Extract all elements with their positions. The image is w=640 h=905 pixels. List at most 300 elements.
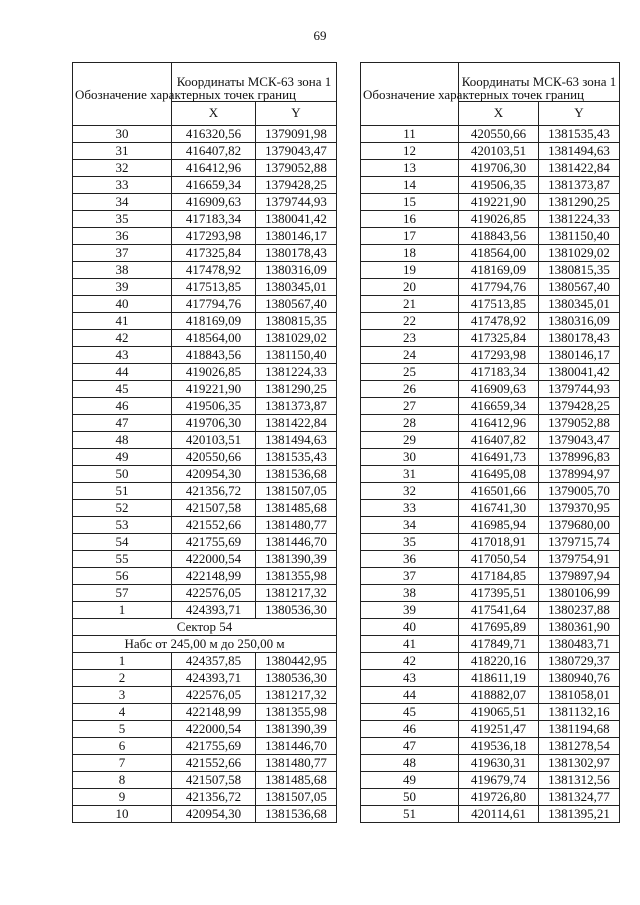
y-coordinate-cell: 1381485,68 — [256, 500, 337, 517]
table-row — [73, 245, 337, 262]
point-label-cell: 48 — [73, 432, 172, 449]
y-coordinate-cell: 1380178,43 — [539, 330, 620, 347]
point-label-cell: 44 — [361, 687, 459, 704]
x-coordinate-cell: 417541,64 — [459, 602, 539, 619]
x-coordinate-cell: 421755,69 — [172, 534, 256, 551]
header-label-column: Обозначение характерных точек границ — [361, 63, 459, 126]
point-label-cell: 41 — [361, 636, 459, 653]
y-coordinate-cell: 1381302,97 — [539, 755, 620, 772]
table-row — [73, 551, 337, 568]
x-coordinate-cell: 416407,82 — [459, 432, 539, 449]
x-coordinate-cell: 418882,07 — [459, 687, 539, 704]
y-coordinate-cell: 1381507,05 — [256, 789, 337, 806]
sector-label: Сектор 54 — [73, 619, 337, 636]
x-coordinate-cell: 422576,05 — [172, 687, 256, 704]
y-coordinate-cell: 1381373,87 — [256, 398, 337, 415]
y-coordinate-cell: 1380815,35 — [256, 313, 337, 330]
point-label-cell: 44 — [73, 364, 172, 381]
table-row — [361, 721, 620, 738]
x-coordinate-cell: 418611,19 — [459, 670, 539, 687]
table-row — [361, 347, 620, 364]
point-label-cell: 31 — [73, 143, 172, 160]
y-coordinate-cell: 1379370,95 — [539, 500, 620, 517]
point-label-cell: 48 — [361, 755, 459, 772]
point-label-cell: 13 — [361, 160, 459, 177]
point-label-cell: 11 — [361, 126, 459, 143]
table-row — [73, 449, 337, 466]
table-row — [361, 177, 620, 194]
table-row — [73, 194, 337, 211]
y-coordinate-cell: 1379744,93 — [539, 381, 620, 398]
y-coordinate-cell: 1381494,63 — [539, 143, 620, 160]
x-coordinate-cell: 416320,56 — [172, 126, 256, 143]
table-row — [73, 517, 337, 534]
x-coordinate-cell: 420550,66 — [459, 126, 539, 143]
point-label-cell: 51 — [361, 806, 459, 823]
y-coordinate-cell: 1381029,02 — [539, 245, 620, 262]
point-label-cell: 37 — [361, 568, 459, 585]
y-coordinate-cell: 1381150,40 — [539, 228, 620, 245]
table-row — [361, 126, 620, 143]
table-row — [361, 585, 620, 602]
point-label-cell: 35 — [361, 534, 459, 551]
x-coordinate-cell: 416909,63 — [459, 381, 539, 398]
y-coordinate-cell: 1378994,97 — [539, 466, 620, 483]
x-coordinate-cell: 417478,92 — [172, 262, 256, 279]
x-coordinate-cell: 417325,84 — [172, 245, 256, 262]
x-coordinate-cell: 417478,92 — [459, 313, 539, 330]
point-label-cell: 40 — [73, 296, 172, 313]
y-coordinate-cell: 1380567,40 — [539, 279, 620, 296]
table-row — [73, 568, 337, 585]
x-coordinate-cell: 419065,51 — [459, 704, 539, 721]
table-row — [73, 398, 337, 415]
y-coordinate-cell: 1381422,84 — [539, 160, 620, 177]
y-coordinate-cell: 1380536,30 — [256, 670, 337, 687]
x-coordinate-cell: 417184,85 — [459, 568, 539, 585]
x-coordinate-cell: 418169,09 — [459, 262, 539, 279]
point-label-cell: 8 — [73, 772, 172, 789]
x-coordinate-cell: 417849,71 — [459, 636, 539, 653]
y-coordinate-cell: 1379754,91 — [539, 551, 620, 568]
y-coordinate-cell: 1381536,68 — [256, 466, 337, 483]
point-label-cell: 42 — [73, 330, 172, 347]
point-label-cell: 28 — [361, 415, 459, 432]
table-row — [361, 432, 620, 449]
y-coordinate-cell: 1381373,87 — [539, 177, 620, 194]
x-coordinate-cell: 419536,18 — [459, 738, 539, 755]
coordinates-table-left — [72, 62, 337, 823]
point-label-cell: 25 — [361, 364, 459, 381]
table-row — [361, 398, 620, 415]
point-label-cell: 23 — [361, 330, 459, 347]
table-row — [361, 466, 620, 483]
y-coordinate-cell: 1381390,39 — [256, 551, 337, 568]
point-label-cell: 33 — [361, 500, 459, 517]
table-row — [73, 534, 337, 551]
y-coordinate-cell: 1380536,30 — [256, 602, 337, 619]
table-row — [73, 364, 337, 381]
y-coordinate-cell: 1381446,70 — [256, 738, 337, 755]
y-coordinate-cell: 1379744,93 — [256, 194, 337, 211]
x-coordinate-cell: 417513,85 — [459, 296, 539, 313]
x-coordinate-cell: 417395,51 — [459, 585, 539, 602]
table-row — [361, 670, 620, 687]
y-coordinate-cell: 1380940,76 — [539, 670, 620, 687]
table-row — [361, 364, 620, 381]
table-row — [73, 704, 337, 721]
table-row — [361, 415, 620, 432]
x-coordinate-cell: 420550,66 — [172, 449, 256, 466]
x-coordinate-cell: 421507,58 — [172, 772, 256, 789]
table-row — [361, 534, 620, 551]
table-row — [361, 279, 620, 296]
y-coordinate-cell: 1381355,98 — [256, 704, 337, 721]
table-row — [73, 466, 337, 483]
table-row — [73, 347, 337, 364]
point-label-cell: 26 — [361, 381, 459, 398]
point-label-cell: 36 — [73, 228, 172, 245]
x-coordinate-cell: 417325,84 — [459, 330, 539, 347]
x-coordinate-cell: 421356,72 — [172, 789, 256, 806]
y-coordinate-cell: 1379715,74 — [539, 534, 620, 551]
header-y-axis: Y — [256, 101, 337, 125]
table-row — [73, 806, 337, 823]
point-label-cell: 45 — [361, 704, 459, 721]
table-row — [361, 568, 620, 585]
point-label-cell: 17 — [361, 228, 459, 245]
point-label-cell: 6 — [73, 738, 172, 755]
y-coordinate-cell: 1380106,99 — [539, 585, 620, 602]
x-coordinate-cell: 417018,91 — [459, 534, 539, 551]
y-coordinate-cell: 1380361,90 — [539, 619, 620, 636]
y-coordinate-cell: 1380146,17 — [539, 347, 620, 364]
table-row — [361, 619, 620, 636]
table-row — [361, 602, 620, 619]
x-coordinate-cell: 416412,96 — [459, 415, 539, 432]
x-coordinate-cell: 416659,34 — [459, 398, 539, 415]
table-row — [361, 143, 620, 160]
point-label-cell: 32 — [361, 483, 459, 500]
y-coordinate-cell: 1379052,88 — [539, 415, 620, 432]
y-coordinate-cell: 1379897,94 — [539, 568, 620, 585]
point-label-cell: 45 — [73, 381, 172, 398]
y-coordinate-cell: 1380345,01 — [256, 279, 337, 296]
x-coordinate-cell: 417794,76 — [459, 279, 539, 296]
x-coordinate-cell: 421356,72 — [172, 483, 256, 500]
table-row — [73, 381, 337, 398]
point-label-cell: 32 — [73, 160, 172, 177]
table-row — [73, 415, 337, 432]
table-row — [73, 279, 337, 296]
y-coordinate-cell: 1380567,40 — [256, 296, 337, 313]
header-x-axis: X — [459, 101, 539, 125]
table-row — [73, 670, 337, 687]
point-label-cell: 30 — [361, 449, 459, 466]
x-coordinate-cell: 420114,61 — [459, 806, 539, 823]
point-label-cell: 29 — [361, 432, 459, 449]
table-row — [361, 806, 620, 823]
point-label-cell: 34 — [73, 194, 172, 211]
x-coordinate-cell: 416491,73 — [459, 449, 539, 466]
x-coordinate-cell: 418220,16 — [459, 653, 539, 670]
y-coordinate-cell: 1380483,71 — [539, 636, 620, 653]
header-coords-title: Координаты МСК-63 зона 1 — [459, 63, 620, 102]
table-row — [73, 483, 337, 500]
y-coordinate-cell: 1381480,77 — [256, 755, 337, 772]
point-label-cell: 7 — [73, 755, 172, 772]
page-number: 69 — [313, 28, 327, 43]
x-coordinate-cell: 416985,94 — [459, 517, 539, 534]
table-row — [73, 228, 337, 245]
y-coordinate-cell: 1381312,56 — [539, 772, 620, 789]
x-coordinate-cell: 418564,00 — [172, 330, 256, 347]
height-range-label: Набс от 245,00 м до 250,00 м — [73, 636, 337, 653]
x-coordinate-cell: 416659,34 — [172, 177, 256, 194]
x-coordinate-cell: 417513,85 — [172, 279, 256, 296]
point-label-cell: 51 — [73, 483, 172, 500]
x-coordinate-cell: 417293,98 — [459, 347, 539, 364]
table-row — [73, 160, 337, 177]
point-label-cell: 18 — [361, 245, 459, 262]
table-row — [73, 177, 337, 194]
point-label-cell: 37 — [73, 245, 172, 262]
y-coordinate-cell: 1381480,77 — [256, 517, 337, 534]
y-coordinate-cell: 1381390,39 — [256, 721, 337, 738]
y-coordinate-cell: 1380316,09 — [256, 262, 337, 279]
x-coordinate-cell: 418843,56 — [172, 347, 256, 364]
point-label-cell: 46 — [361, 721, 459, 738]
point-label-cell: 43 — [361, 670, 459, 687]
x-coordinate-cell: 421507,58 — [172, 500, 256, 517]
right-table-rows — [361, 126, 620, 823]
header-label-column: Обозначение характерных точек границ — [73, 63, 172, 126]
point-label-cell: 38 — [361, 585, 459, 602]
y-coordinate-cell: 1381535,43 — [256, 449, 337, 466]
x-coordinate-cell: 420954,30 — [172, 806, 256, 823]
point-label-cell: 39 — [73, 279, 172, 296]
y-coordinate-cell: 1380146,17 — [256, 228, 337, 245]
y-coordinate-cell: 1380041,42 — [256, 211, 337, 228]
x-coordinate-cell: 419026,85 — [172, 364, 256, 381]
table-row — [361, 194, 620, 211]
left-table-rows-part1 — [73, 126, 337, 619]
point-label-cell: 47 — [73, 415, 172, 432]
y-coordinate-cell: 1380178,43 — [256, 245, 337, 262]
x-coordinate-cell: 419706,30 — [459, 160, 539, 177]
y-coordinate-cell: 1379043,47 — [256, 143, 337, 160]
table-row — [361, 738, 620, 755]
y-coordinate-cell: 1378996,83 — [539, 449, 620, 466]
point-label-cell: 1 — [73, 653, 172, 670]
table-row — [73, 585, 337, 602]
x-coordinate-cell: 417050,54 — [459, 551, 539, 568]
table-row — [361, 313, 620, 330]
x-coordinate-cell: 422000,54 — [172, 551, 256, 568]
x-coordinate-cell: 417695,89 — [459, 619, 539, 636]
y-coordinate-cell: 1380729,37 — [539, 653, 620, 670]
x-coordinate-cell: 419506,35 — [459, 177, 539, 194]
table-row — [361, 160, 620, 177]
point-label-cell: 1 — [73, 602, 172, 619]
y-coordinate-cell: 1381507,05 — [256, 483, 337, 500]
table-row — [73, 262, 337, 279]
point-label-cell: 52 — [73, 500, 172, 517]
x-coordinate-cell: 416909,63 — [172, 194, 256, 211]
y-coordinate-cell: 1381422,84 — [256, 415, 337, 432]
y-coordinate-cell: 1381217,32 — [256, 585, 337, 602]
y-coordinate-cell: 1380442,95 — [256, 653, 337, 670]
height-row — [73, 636, 337, 653]
x-coordinate-cell: 416412,96 — [172, 160, 256, 177]
x-coordinate-cell: 424393,71 — [172, 602, 256, 619]
coordinates-table-right — [360, 62, 620, 823]
point-label-cell: 42 — [361, 653, 459, 670]
point-label-cell: 43 — [73, 347, 172, 364]
point-label-cell: 16 — [361, 211, 459, 228]
table-row — [361, 262, 620, 279]
y-coordinate-cell: 1381224,33 — [256, 364, 337, 381]
y-coordinate-cell: 1381324,77 — [539, 789, 620, 806]
point-label-cell: 56 — [73, 568, 172, 585]
x-coordinate-cell: 418843,56 — [459, 228, 539, 245]
point-label-cell: 24 — [361, 347, 459, 364]
table-row — [73, 432, 337, 449]
x-coordinate-cell: 418564,00 — [459, 245, 539, 262]
table-row — [361, 228, 620, 245]
y-coordinate-cell: 1381535,43 — [539, 126, 620, 143]
y-coordinate-cell: 1381536,68 — [256, 806, 337, 823]
point-label-cell: 20 — [361, 279, 459, 296]
table-row — [361, 330, 620, 347]
table-row — [361, 755, 620, 772]
point-label-cell: 57 — [73, 585, 172, 602]
point-label-cell: 19 — [361, 262, 459, 279]
y-coordinate-cell: 1381058,01 — [539, 687, 620, 704]
y-coordinate-cell: 1381029,02 — [256, 330, 337, 347]
point-label-cell: 30 — [73, 126, 172, 143]
y-coordinate-cell: 1379680,00 — [539, 517, 620, 534]
y-coordinate-cell: 1380815,35 — [539, 262, 620, 279]
x-coordinate-cell: 422000,54 — [172, 721, 256, 738]
y-coordinate-cell: 1381150,40 — [256, 347, 337, 364]
point-label-cell: 39 — [361, 602, 459, 619]
x-coordinate-cell: 420954,30 — [172, 466, 256, 483]
table-row — [73, 143, 337, 160]
sector-row — [73, 619, 337, 636]
x-coordinate-cell: 417794,76 — [172, 296, 256, 313]
point-label-cell: 15 — [361, 194, 459, 211]
table-row — [73, 126, 337, 143]
x-coordinate-cell: 422148,99 — [172, 568, 256, 585]
x-coordinate-cell: 416495,08 — [459, 466, 539, 483]
point-label-cell: 54 — [73, 534, 172, 551]
table-row — [361, 245, 620, 262]
x-coordinate-cell: 420103,51 — [459, 143, 539, 160]
y-coordinate-cell: 1381224,33 — [539, 211, 620, 228]
point-label-cell: 9 — [73, 789, 172, 806]
table-row — [73, 738, 337, 755]
point-label-cell: 21 — [361, 296, 459, 313]
header-x-axis: X — [172, 101, 256, 125]
x-coordinate-cell: 417293,98 — [172, 228, 256, 245]
point-label-cell: 47 — [361, 738, 459, 755]
point-label-cell: 46 — [73, 398, 172, 415]
table-row — [361, 687, 620, 704]
x-coordinate-cell: 419506,35 — [172, 398, 256, 415]
x-coordinate-cell: 424357,85 — [172, 653, 256, 670]
x-coordinate-cell: 421552,66 — [172, 517, 256, 534]
y-coordinate-cell: 1381132,16 — [539, 704, 620, 721]
table-row — [361, 517, 620, 534]
point-label-cell: 40 — [361, 619, 459, 636]
point-label-cell: 49 — [361, 772, 459, 789]
point-label-cell: 50 — [361, 789, 459, 806]
table-row — [73, 772, 337, 789]
table-row — [73, 330, 337, 347]
point-label-cell: 36 — [361, 551, 459, 568]
table-row — [361, 551, 620, 568]
x-coordinate-cell: 424393,71 — [172, 670, 256, 687]
x-coordinate-cell: 416407,82 — [172, 143, 256, 160]
x-coordinate-cell: 420103,51 — [172, 432, 256, 449]
x-coordinate-cell: 416741,30 — [459, 500, 539, 517]
table-row — [361, 704, 620, 721]
y-coordinate-cell: 1381194,68 — [539, 721, 620, 738]
table-row — [73, 755, 337, 772]
point-label-cell: 4 — [73, 704, 172, 721]
y-coordinate-cell: 1381494,63 — [256, 432, 337, 449]
x-coordinate-cell: 419221,90 — [459, 194, 539, 211]
y-coordinate-cell: 1381290,25 — [256, 381, 337, 398]
x-coordinate-cell: 418169,09 — [172, 313, 256, 330]
y-coordinate-cell: 1381290,25 — [539, 194, 620, 211]
table-row — [73, 602, 337, 619]
table-row — [73, 687, 337, 704]
point-label-cell: 27 — [361, 398, 459, 415]
point-label-cell: 3 — [73, 687, 172, 704]
y-coordinate-cell: 1381355,98 — [256, 568, 337, 585]
point-label-cell: 2 — [73, 670, 172, 687]
table-row — [73, 721, 337, 738]
point-label-cell: 49 — [73, 449, 172, 466]
y-coordinate-cell: 1380041,42 — [539, 364, 620, 381]
x-coordinate-cell: 419221,90 — [172, 381, 256, 398]
x-coordinate-cell: 419026,85 — [459, 211, 539, 228]
table-row — [361, 789, 620, 806]
x-coordinate-cell: 422576,05 — [172, 585, 256, 602]
table-row — [73, 789, 337, 806]
y-coordinate-cell: 1381278,54 — [539, 738, 620, 755]
y-coordinate-cell: 1381217,32 — [256, 687, 337, 704]
y-coordinate-cell: 1379005,70 — [539, 483, 620, 500]
table-row — [73, 313, 337, 330]
table-row — [361, 211, 620, 228]
table-row — [73, 500, 337, 517]
table-row — [361, 449, 620, 466]
point-label-cell: 41 — [73, 313, 172, 330]
table-row — [361, 636, 620, 653]
table-row — [361, 296, 620, 313]
point-label-cell: 55 — [73, 551, 172, 568]
x-coordinate-cell: 419630,31 — [459, 755, 539, 772]
x-coordinate-cell: 421552,66 — [172, 755, 256, 772]
header-y-axis: Y — [539, 101, 620, 125]
y-coordinate-cell: 1379091,98 — [256, 126, 337, 143]
y-coordinate-cell: 1380237,88 — [539, 602, 620, 619]
point-label-cell: 31 — [361, 466, 459, 483]
x-coordinate-cell: 419251,47 — [459, 721, 539, 738]
